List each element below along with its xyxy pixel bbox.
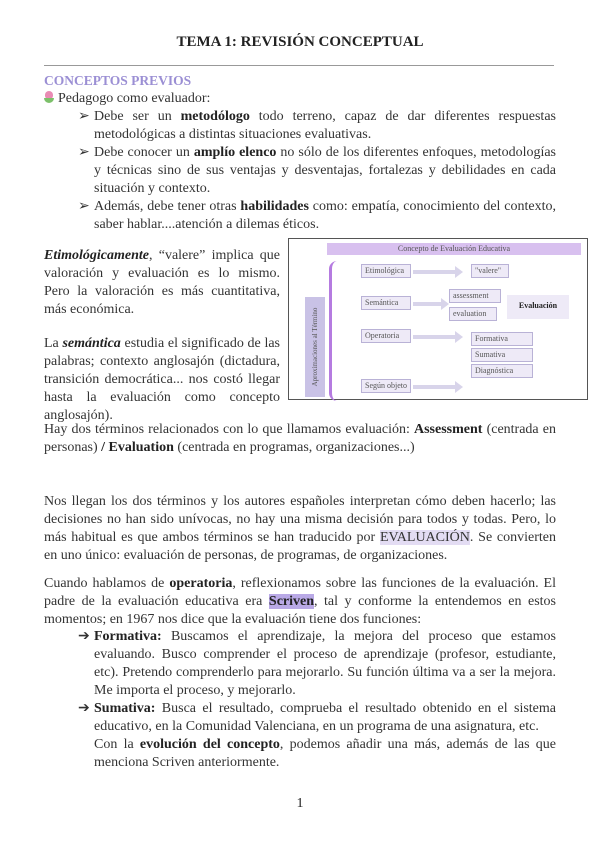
text: (centrada en personas) bbox=[44, 422, 556, 455]
brace-shape bbox=[329, 261, 346, 401]
highlighted-term: Scriven bbox=[268, 594, 315, 609]
text: Además, debe tener otras bbox=[94, 199, 241, 214]
arrowhead-bullet-icon: ➢ bbox=[78, 145, 90, 160]
box-assessment: assessment bbox=[449, 289, 501, 303]
bold-term: Evaluation bbox=[105, 440, 174, 455]
paragraph-etymology bbox=[44, 247, 280, 319]
concept-diagram bbox=[288, 238, 588, 400]
bold-term: amplío elenco bbox=[193, 145, 277, 160]
paragraph-operatoria bbox=[44, 575, 556, 629]
side-label-text: Aproximaciones al Término bbox=[311, 307, 319, 387]
text: . Se convierten en uno único: evaluación de personas, de programas, de organizaciones. bbox=[44, 530, 556, 563]
page-title: TEMA 1: REVISIÓN CONCEPTUAL bbox=[176, 34, 424, 50]
list-heading bbox=[44, 90, 210, 108]
list-item bbox=[78, 628, 556, 700]
text: Nos llegan los dos términos y los autores españoles interpretan cómo deben hacerlo; las decisiones no han sido unívocas, no hay una misma decisión para todos y todas. Pero, lo más habitual es que ambos términos se han traducido por bbox=[44, 494, 556, 545]
paragraph-translation bbox=[44, 493, 556, 565]
box-diagnostica: Diagnóstica bbox=[471, 364, 533, 378]
text: (centrada en programas, organizaciones...) bbox=[173, 440, 415, 455]
text: , “valere” implica que valoración y evaluación es lo mismo. Pero la valoración es más cuantitativa, más económica. bbox=[44, 248, 280, 317]
text: , podemos añadir una más, además de las que menciona Scriven anteriormente. bbox=[94, 737, 557, 770]
box-evaluation: evaluation bbox=[449, 307, 497, 321]
bold-term: operatoria bbox=[169, 576, 233, 591]
tulip-icon bbox=[44, 91, 54, 103]
box-etimologica: Etimológica bbox=[361, 264, 411, 278]
text: estudia el significado de las palabras; contexto anglosajón (dictadura, transición democrática... nos costó llegar hasta la evaluación como concepto anglosajón). bbox=[44, 336, 281, 423]
text: Cuando hablamos de bbox=[44, 576, 170, 591]
arrow-icon bbox=[413, 335, 455, 339]
box-semantica: Semántica bbox=[361, 296, 411, 310]
arrowhead-bullet-icon: ➢ bbox=[78, 199, 90, 214]
text: La bbox=[44, 336, 63, 351]
paragraph-terms bbox=[44, 421, 556, 457]
bullet-list-functions bbox=[78, 628, 556, 772]
box-valere: "valere" bbox=[471, 264, 509, 278]
list-item bbox=[78, 198, 556, 234]
box-formativa: Formativa bbox=[471, 332, 533, 346]
bold-term: metodólogo bbox=[180, 109, 250, 124]
highlighted-term: EVALUACIÓN bbox=[379, 530, 470, 545]
box-operatoria: Operatoria bbox=[361, 329, 411, 343]
text: Debe conocer un bbox=[94, 145, 194, 160]
separator: / bbox=[101, 440, 106, 455]
text: , tal y conforme la entendemos en estos momentos; en 1967 nos dice que la evaluación tiene dos funciones: bbox=[44, 594, 556, 627]
list-heading-text: Pedagogo como evaluador: bbox=[58, 91, 211, 106]
page-number: 1 bbox=[296, 796, 304, 811]
bold-term: Etimológicamente bbox=[44, 248, 149, 263]
arrow-icon bbox=[413, 385, 455, 389]
box-evaluacion: Evaluación bbox=[507, 295, 569, 319]
arrow-icon bbox=[413, 270, 455, 274]
divider bbox=[44, 65, 554, 66]
arrow-bullet-icon: ➔ bbox=[78, 701, 90, 716]
diagram-side-label bbox=[305, 297, 325, 397]
text: no sólo de los diferentes enfoques, metodologías y técnicas sino de sus ventajas y desventajas, fortalezas y debilidades en cada situación y contexto. bbox=[94, 145, 557, 196]
list-item bbox=[78, 108, 556, 144]
diagram-header: Concepto de Evaluación Educativa bbox=[327, 243, 581, 255]
text: como: empatía, conocimiento del contexto, saber hablar....atención a dilemas éticos. bbox=[94, 199, 556, 232]
arrow-bullet-icon: ➔ bbox=[78, 629, 90, 644]
bold-term: Sumativa: bbox=[94, 701, 156, 716]
bold-term: Formativa: bbox=[94, 629, 162, 644]
text: todo terreno, capaz de dar diferentes respuestas metodológicas a distintas situaciones evaluativas. bbox=[94, 109, 556, 142]
bullet-list-skills bbox=[78, 108, 556, 234]
box-sumativa: Sumativa bbox=[471, 348, 533, 362]
bold-term: semántica bbox=[62, 336, 121, 351]
text: Hay dos términos relacionados con lo que llamamos evaluación: bbox=[44, 422, 414, 437]
arrowhead-bullet-icon: ➢ bbox=[78, 109, 90, 124]
arrow-icon bbox=[413, 302, 441, 306]
list-item bbox=[78, 144, 556, 198]
box-segun-objeto: Según objeto bbox=[361, 379, 411, 393]
section-heading: CONCEPTOS PREVIOS bbox=[44, 73, 192, 88]
text: Buscamos el aprendizaje, la mejora del proceso que estamos evaluando. Busco comprender el proceso de aprendizaje (profesor, estudiante, etc). Pretendo comprenderlo para mejorarlo. Su función última va a ser la mejora. Me importa el proceso, y mejorarlo. bbox=[94, 629, 556, 698]
bold-term: habilidades bbox=[240, 199, 309, 214]
bold-term: evolución del concepto bbox=[139, 737, 280, 752]
bold-term: Assessment bbox=[413, 422, 483, 437]
text: , reflexionamos sobre las funciones de la evaluación. El padre de la evaluación educativa era bbox=[44, 576, 557, 609]
text: Con la bbox=[94, 737, 140, 752]
text: Debe ser un bbox=[94, 109, 181, 124]
paragraph-semantics bbox=[44, 335, 280, 425]
text: Busca el resultado, comprueba el resultado obtenido en el sistema educativo, en la Comunidad Valenciana, en un programa de una asignatura, etc. bbox=[94, 701, 556, 734]
list-item bbox=[78, 700, 556, 772]
